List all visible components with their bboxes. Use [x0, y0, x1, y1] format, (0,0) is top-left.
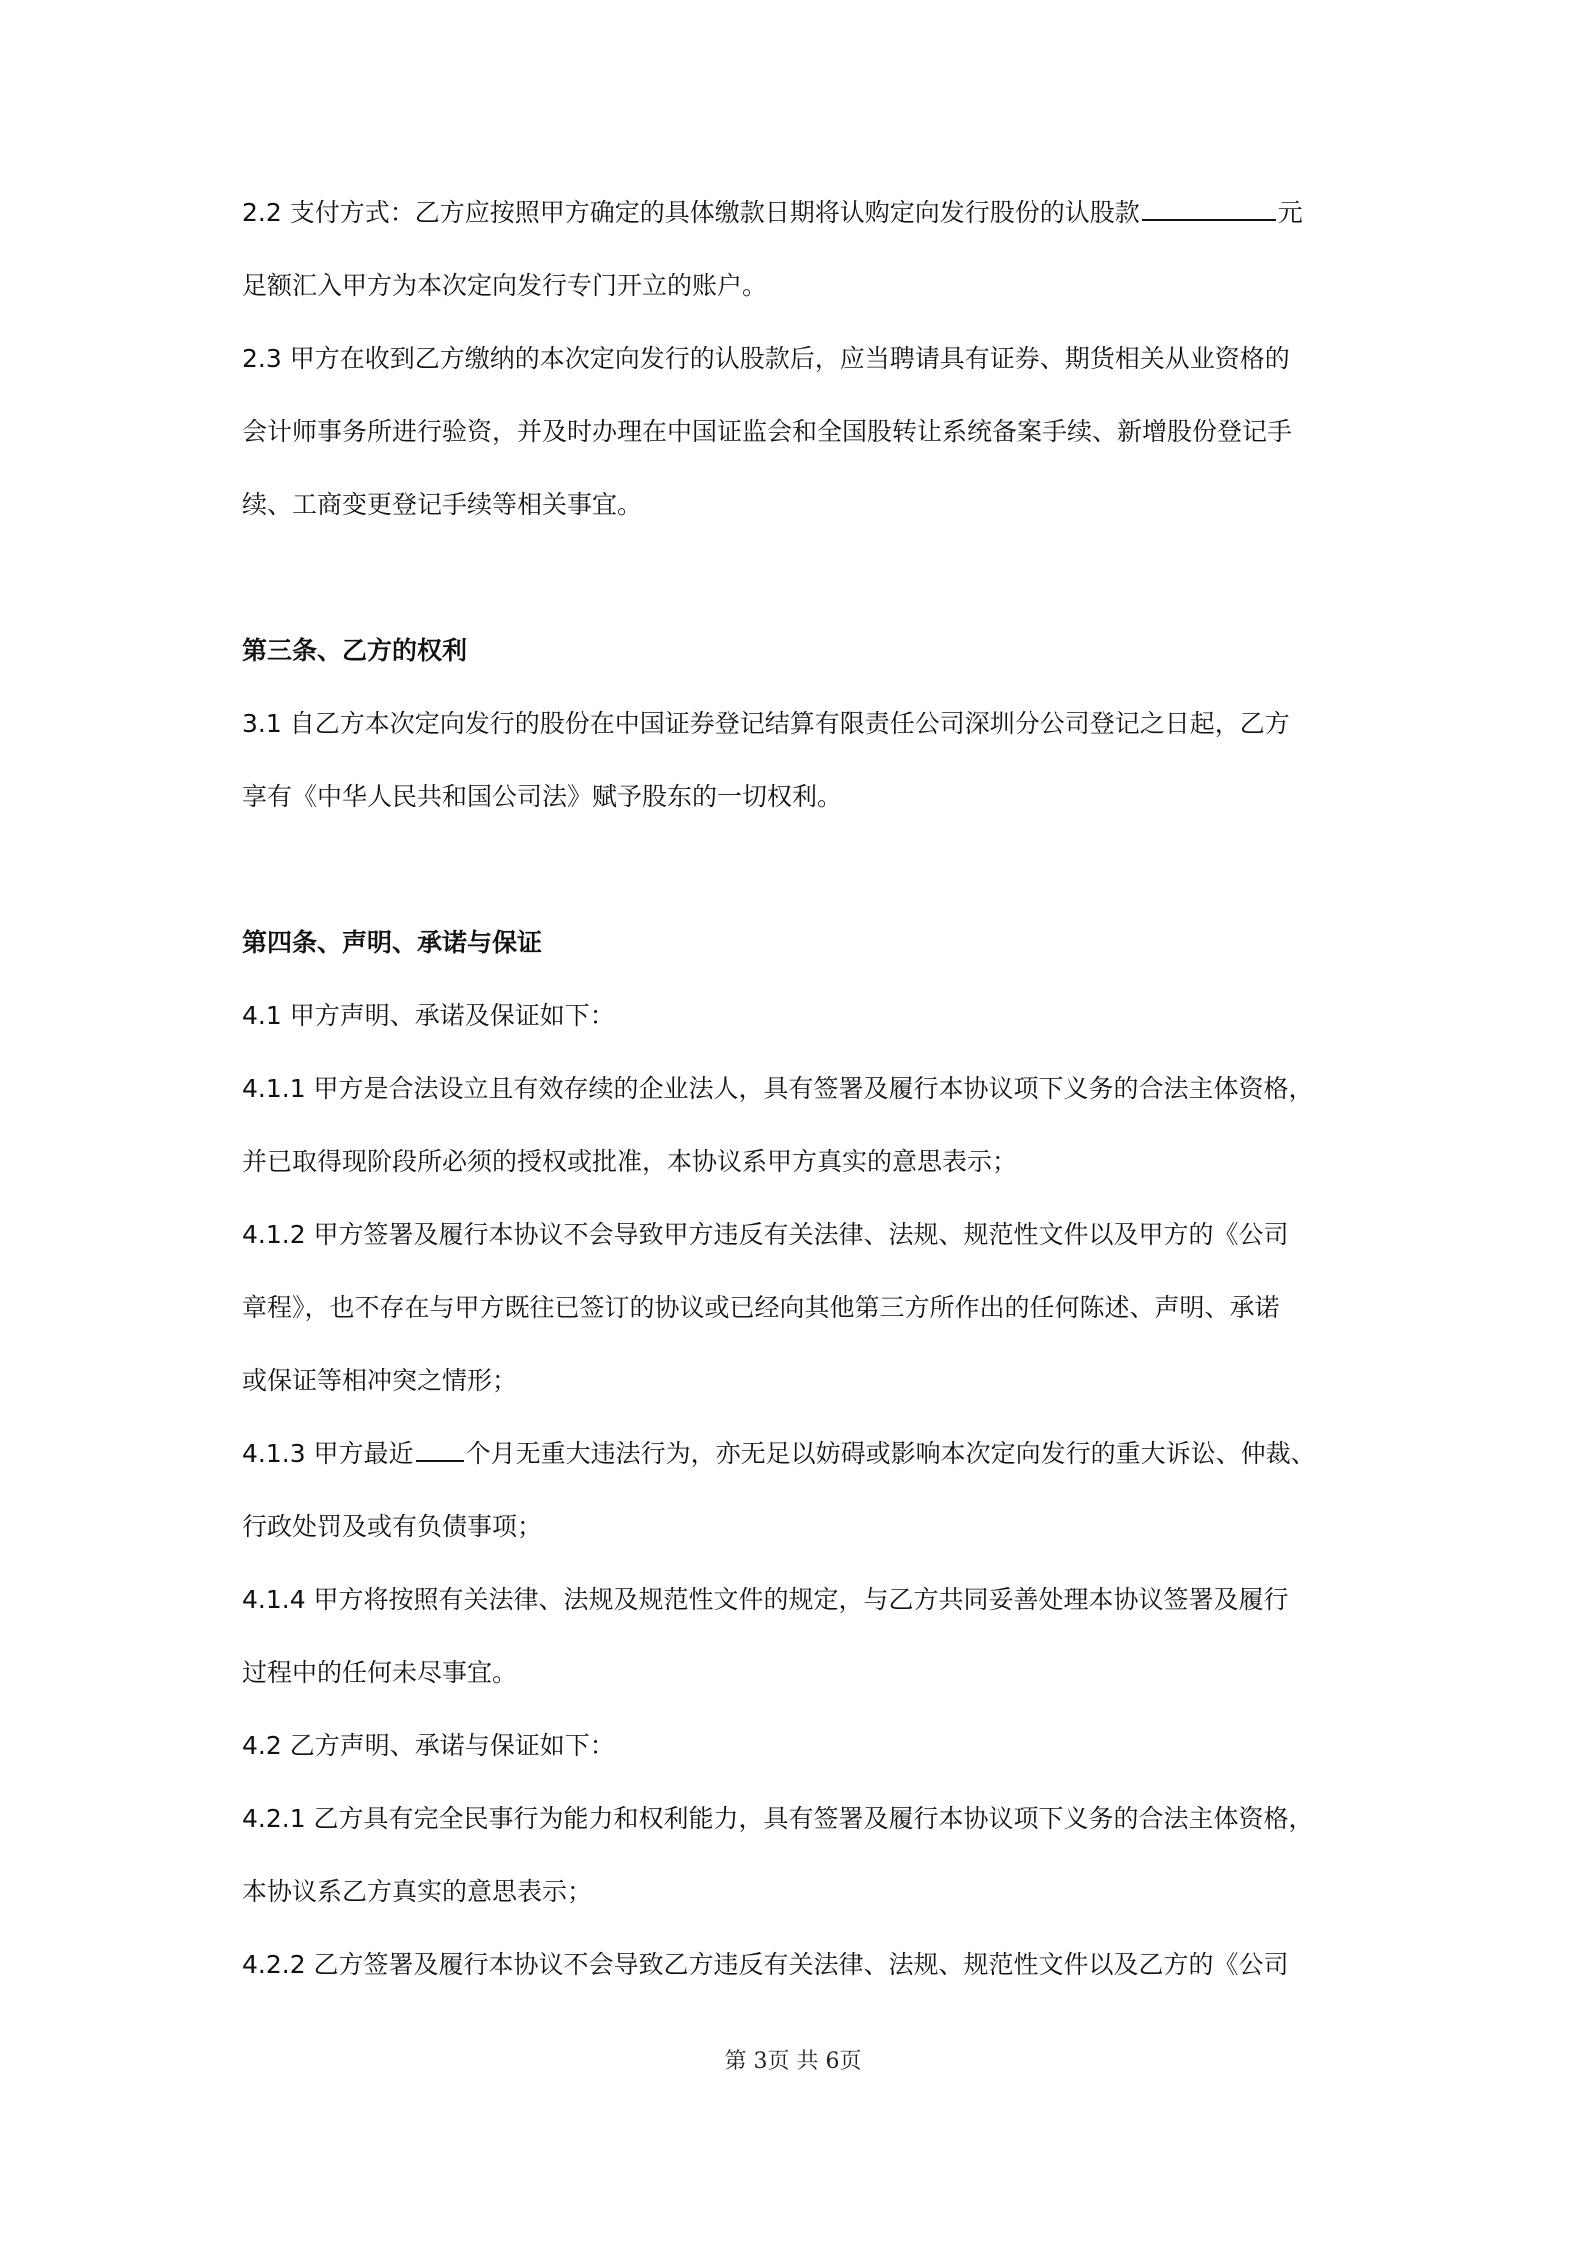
text-segment: 4.1.3 甲方最近	[242, 1439, 414, 1468]
amount-blank	[1142, 193, 1276, 221]
paragraph-3-1-line-1: 3.1 自乙方本次定向发行的股份在中国证券登记结算有限责任公司深圳分公司登记之日起，乙方	[242, 709, 1290, 738]
paragraph-4-1-3-line-1	[242, 1422, 1358, 1495]
article-4-heading: 第四条、声明、承诺与保证	[242, 928, 543, 957]
paragraph-3-1-line-2: 享有《中华人民共和国公司法》赋予股东的一切权利。	[242, 782, 843, 811]
text-segment: 2.2 支付方式：乙方应按照甲方确定的具体缴款日期将认购定向发行股份的认股款	[242, 198, 1140, 227]
months-blank	[416, 1434, 464, 1462]
paragraph-2-2-line-2: 足额汇入甲方为本次定向发行专门开立的账户。	[242, 271, 768, 300]
spacer	[242, 838, 1358, 911]
paragraph-4-1-3-line-2: 行政处罚及或有负债事项；	[242, 1512, 543, 1541]
paragraph-4-1-1-line-2: 并已取得现阶段所必须的授权或批准，本协议系甲方真实的意思表示；	[242, 1147, 1018, 1176]
article-3-heading: 第三条、乙方的权利	[242, 636, 468, 665]
spacer	[242, 546, 1358, 619]
paragraph-2-3-line-1: 2.3 甲方在收到乙方缴纳的本次定向发行的认股款后，应当聘请具有证券、期货相关从业资格的	[242, 344, 1290, 373]
paragraph-4-1-4-line-1: 4.1.4 甲方将按照有关法律、法规及规范性文件的规定，与乙方共同妥善处理本协议签署及履行	[242, 1585, 1289, 1614]
paragraph-4-2: 4.2 乙方声明、承诺与保证如下：	[242, 1731, 615, 1760]
paragraph-4-2-1-line-1: 4.2.1 乙方具有完全民事行为能力和权利能力，具有签署及履行本协议项下义务的合法主体资格，	[242, 1804, 1314, 1833]
paragraph-2-3-line-2: 会计师事务所进行验资，并及时办理在中国证监会和全国股转让系统备案手续、新增股份登记手	[242, 417, 1293, 446]
paragraph-4-1: 4.1 甲方声明、承诺及保证如下：	[242, 1001, 615, 1030]
paragraph-4-2-2-line-1: 4.2.2 乙方签署及履行本协议不会导致乙方违反有关法律、法规、规范性文件以及乙方的《公司	[242, 1950, 1289, 1979]
paragraph-4-1-4-line-2: 过程中的任何未尽事宜。	[242, 1658, 518, 1687]
paragraph-4-2-1-line-2: 本协议系乙方真实的意思表示；	[242, 1877, 593, 1906]
page-number-footer: 第 3页 共 6页	[724, 2049, 862, 2074]
paragraph-4-1-1-line-1: 4.1.1 甲方是合法设立且有效存续的企业法人，具有签署及履行本协议项下义务的合法主体资格，	[242, 1074, 1314, 1103]
text-segment: 个月无重大违法行为，亦无足以妨碍或影响本次定向发行的重大诉讼、仲裁、	[465, 1439, 1316, 1468]
paragraph-2-2-line-1	[242, 181, 1358, 254]
paragraph-2-3-line-3: 续、工商变更登记手续等相关事宜。	[242, 490, 643, 519]
text-segment: 元	[1277, 198, 1303, 227]
paragraph-4-1-2-line-3: 或保证等相冲突之情形；	[242, 1366, 518, 1395]
paragraph-4-1-2-line-2: 章程》，也不存在与甲方既往已签订的协议或已经向其他第三方所作出的任何陈述、声明、承诺	[242, 1293, 1280, 1322]
document-body	[242, 181, 1358, 2006]
paragraph-4-1-2-line-1: 4.1.2 甲方签署及履行本协议不会导致甲方违反有关法律、法规、规范性文件以及甲方的《公司	[242, 1220, 1289, 1249]
